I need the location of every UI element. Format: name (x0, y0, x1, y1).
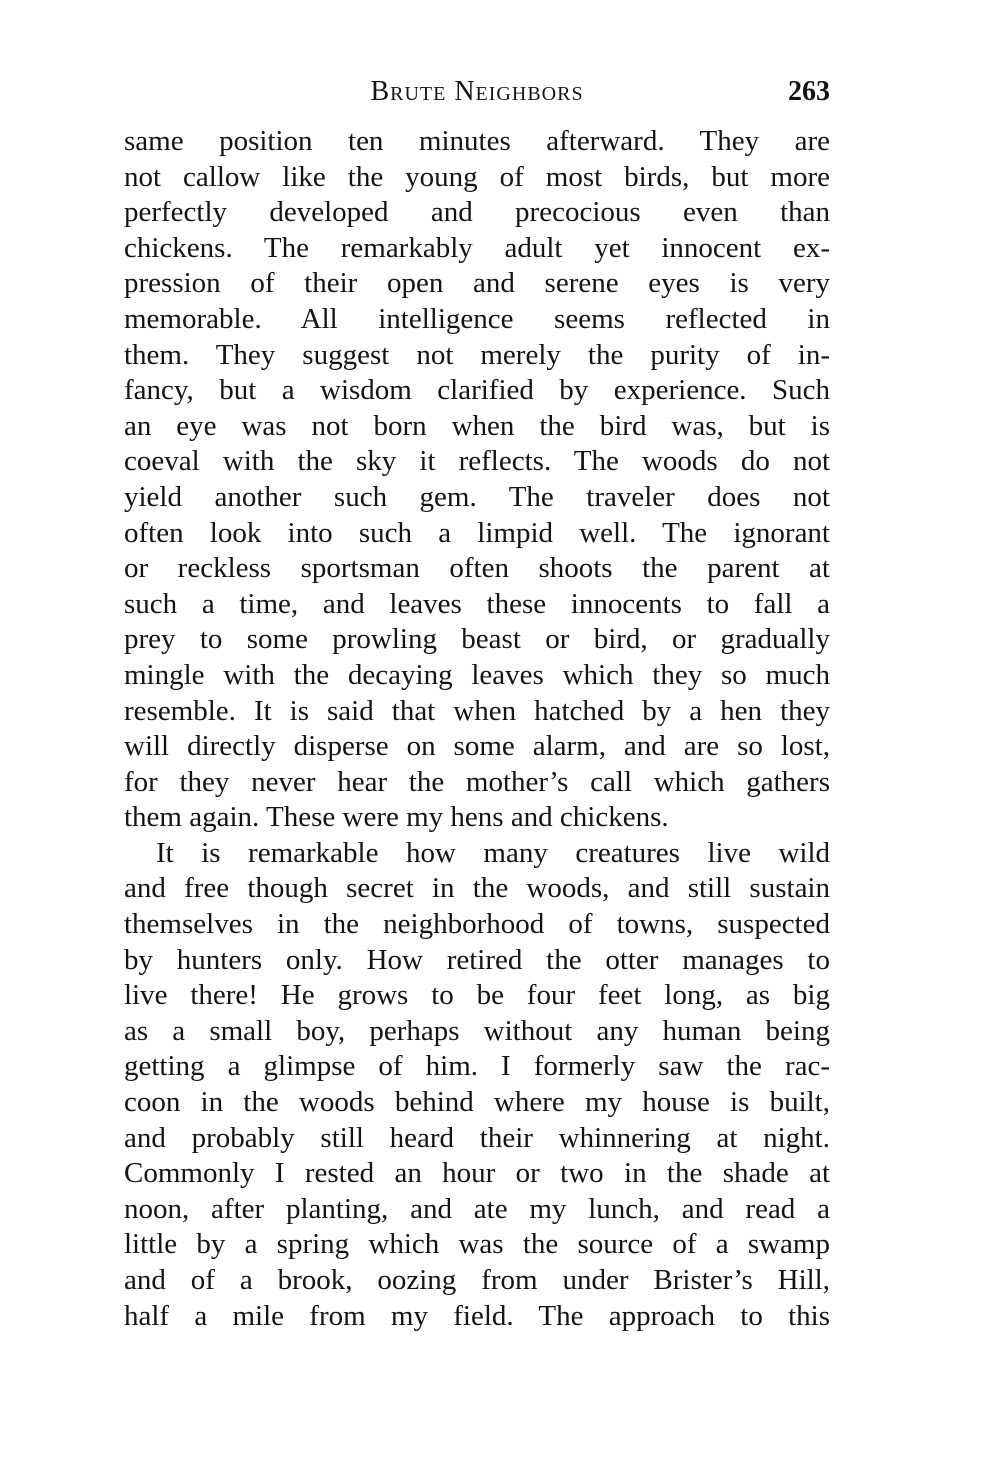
text-line: Commonly I rested an hour or two in the shade at (124, 1157, 830, 1190)
text-line: not callow like the young of most birds, but more (124, 160, 830, 193)
running-title: Brute Neighbors (370, 76, 584, 107)
text-line: memorable. All intelligence seems reflected in (124, 302, 830, 335)
text-line: perfectly developed and precocious even than (124, 196, 830, 229)
text-line: prey to some prowling beast or bird, or gradually (124, 623, 830, 656)
text-line: by hunters only. How retired the otter manages to (124, 943, 830, 976)
text-line: often look into such a limpid well. The ignorant (124, 516, 830, 549)
text-line: themselves in the neighborhood of towns, suspected (124, 908, 830, 941)
text-line: mingle with the decaying leaves which they so much (124, 658, 830, 691)
text-line: chickens. The remarkably adult yet innocent ex- (124, 231, 830, 264)
text-line: for they never hear the mother’s call which gathers (124, 765, 830, 798)
text-line: and probably still heard their whinnering at night. (124, 1121, 830, 1154)
text-line: or reckless sportsman often shoots the parent at (124, 552, 830, 585)
text-line: coon in the woods behind where my house is built, (124, 1086, 830, 1119)
text-line: yield another such gem. The traveler does not (124, 480, 830, 513)
text-line: them again. These were my hens and chickens. (124, 801, 669, 834)
text-line: getting a glimpse of him. I formerly saw the rac- (124, 1050, 830, 1083)
text-line: little by a spring which was the source of a swamp (124, 1228, 830, 1261)
text-line: live there! He grows to be four feet long, as big (124, 979, 830, 1012)
text-line: and free though secret in the woods, and still sustain (124, 872, 830, 905)
text-line: resemble. It is said that when hatched by a hen they (124, 694, 830, 727)
running-head (124, 72, 830, 112)
page-number: 263 (788, 76, 830, 107)
paragraph-2 (124, 836, 830, 1334)
text-line: half a mile from my field. The approach to this (124, 1299, 830, 1332)
paragraph-1 (124, 124, 830, 836)
text-line: will directly disperse on some alarm, and are so lost, (124, 730, 830, 763)
text-line: such a time, and leaves these innocents to fall a (124, 587, 830, 620)
text-line: coeval with the sky it reflects. The woods do not (124, 445, 830, 478)
text-line: It is remarkable how many creatures live wild (156, 836, 830, 869)
body-text (124, 124, 830, 1334)
text-line: pression of their open and serene eyes is very (124, 267, 830, 300)
text-line: same position ten minutes afterward. They are (124, 125, 830, 157)
text-line: fancy, but a wisdom clarified by experience. Such (124, 374, 830, 407)
text-line: them. They suggest not merely the purity of in- (124, 338, 830, 371)
text-line: an eye was not born when the bird was, but is (124, 409, 830, 442)
text-line: noon, after planting, and ate my lunch, and read a (124, 1192, 830, 1225)
text-line: as a small boy, perhaps without any human being (124, 1014, 830, 1047)
text-line: and of a brook, oozing from under Brister’s Hill, (124, 1264, 830, 1296)
